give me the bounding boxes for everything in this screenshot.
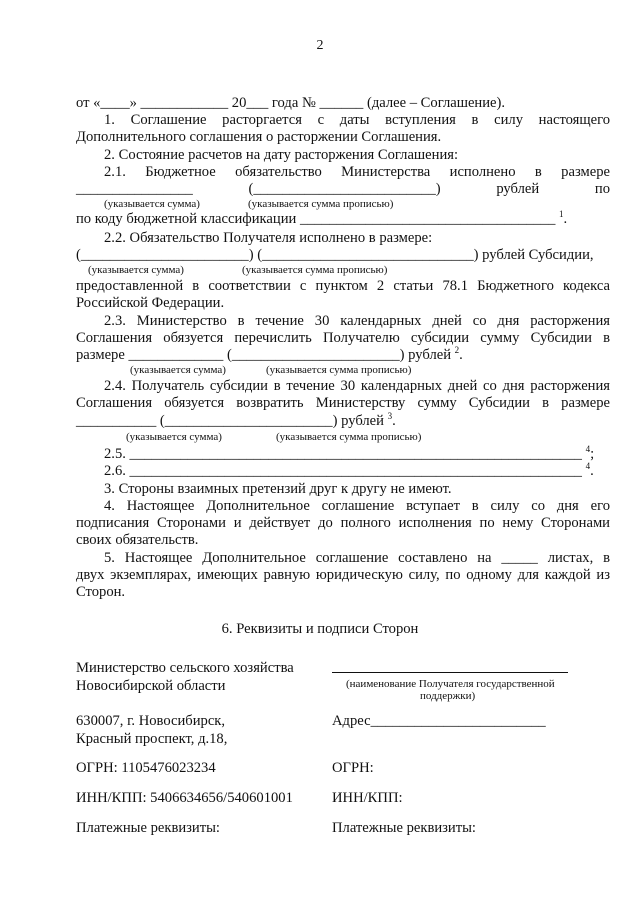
ministry-address-line-2: Красный проспект, д.18, bbox=[76, 731, 228, 747]
footnote-marker: 4 bbox=[585, 444, 591, 454]
text-line: 3. Стороны взаимных претензий друг к другу не имеют. bbox=[104, 481, 452, 497]
field-caption: (указывается сумма прописью) bbox=[242, 264, 388, 276]
ministry-payment-details: Платежные реквизиты: bbox=[76, 820, 220, 836]
text-line: 5. Настоящее Дополнительное соглашение составлено на _____ листах, в bbox=[104, 550, 610, 566]
ministry-name-line-1: Министерство сельского хозяйства bbox=[76, 660, 294, 676]
recipient-name-caption-1: (наименование Получателя государственной bbox=[346, 678, 555, 690]
recipient-ogrn: ОГРН: bbox=[332, 760, 374, 776]
text-line: подписания Сторонами и действует до полного исполнения по нему Сторонами bbox=[76, 515, 610, 531]
ministry-ogrn: ОГРН: 1105476023234 bbox=[76, 760, 216, 776]
text-line: 2.3. Министерство в течение 30 календарных дней со дня расторжения bbox=[104, 313, 610, 329]
text-line: 2.2. Обязательство Получателя исполнено в размере: bbox=[104, 230, 433, 246]
recipient-inn-kpp: ИНН/КПП: bbox=[332, 790, 403, 806]
page-number: 2 bbox=[316, 38, 324, 53]
text-segment: 2.6. ______________________________________________________________ bbox=[104, 463, 582, 479]
text-line: своих обязательств. bbox=[76, 532, 199, 548]
text-line: размере _____________ (_______________________) рублей $^2$. bbox=[76, 345, 463, 363]
text-line: 2. Состояние расчетов на дату расторжения Соглашения: bbox=[104, 147, 459, 163]
recipient-payment-details: Платежные реквизиты: bbox=[332, 820, 476, 836]
text-segment: по коду бюджетной классификации ___________________________________ bbox=[76, 211, 556, 227]
text-line: по коду бюджетной классификации ___________________________________ $^1$. bbox=[76, 209, 568, 227]
text-segment: ___________ (_______________________) рублей bbox=[76, 413, 384, 429]
field-caption: (указывается сумма) bbox=[126, 431, 222, 443]
text-segment: 2.5. ______________________________________________________________ bbox=[104, 446, 582, 462]
text-line: Соглашения обязуется возвратить Министерству сумму Субсидии в размере bbox=[76, 395, 610, 411]
text-line: Соглашения обязуется перечислить Получателю субсидии сумму Субсидии в bbox=[76, 330, 610, 346]
text-line: Сторон. bbox=[76, 584, 126, 600]
field-caption: (указывается сумма) bbox=[104, 198, 200, 210]
ministry-name-line-2: Новосибирской области bbox=[76, 678, 226, 694]
text-segment: размере _____________ (_______________________) рублей bbox=[76, 347, 452, 363]
text-line: (_______________________) (_____________________________) рублей Субсидии, bbox=[76, 247, 594, 263]
text-line: 4. Настоящее Дополнительное соглашение вступает в силу со дня его bbox=[104, 498, 610, 514]
text-line: ________________ (_________________________) рублей по bbox=[76, 181, 610, 197]
ministry-address-line-1: 630007, г. Новосибирск, bbox=[76, 713, 226, 729]
footnote-marker: 3 bbox=[387, 411, 393, 421]
text-line: от «____» ____________ 20___ года № ______ (далее – Соглашение). bbox=[76, 95, 506, 111]
text-line: предоставленной в соответствии с пунктом 2 статьи 78.1 Бюджетного кодекса bbox=[76, 278, 610, 294]
footnote-marker: 4 bbox=[585, 461, 591, 471]
footnote-marker: 1 bbox=[559, 209, 564, 219]
section-title: 6. Реквизиты и подписи Сторон bbox=[221, 621, 419, 637]
recipient-name-blank bbox=[332, 672, 568, 673]
field-caption: (указывается сумма прописью) bbox=[248, 198, 394, 210]
field-caption: (указывается сумма прописью) bbox=[276, 431, 422, 443]
text-line: 2.6. ______________________________________________________________ $^4$. bbox=[104, 461, 594, 479]
text-line: Дополнительного соглашения о расторжении Соглашения. bbox=[76, 129, 442, 145]
field-caption: (указывается сумма) bbox=[88, 264, 184, 276]
footnote-marker: 2 bbox=[454, 345, 460, 355]
recipient-name-caption-2: поддержки) bbox=[420, 690, 476, 702]
field-caption: (указывается сумма прописью) bbox=[266, 364, 412, 376]
text-line: 2.5. ______________________________________________________________ $^4$; bbox=[104, 444, 595, 462]
ministry-inn-kpp: ИНН/КПП: 5406634656/540601001 bbox=[76, 790, 293, 806]
text-line: 1. Соглашение расторгается с даты вступления в силу настоящего bbox=[104, 112, 610, 128]
text-line: ___________ (_______________________) рублей $^3$. bbox=[76, 411, 396, 429]
text-line: 2.1. Бюджетное обязательство Министерства исполнено в размере bbox=[104, 164, 610, 180]
text-line: 2.4. Получатель субсидии в течение 30 календарных дней со дня расторжения bbox=[104, 378, 610, 394]
text-line: двух экземплярах, имеющих равную юридическую силу, по одному для каждой из bbox=[76, 567, 610, 583]
recipient-address: Адрес________________________ bbox=[332, 713, 546, 729]
field-caption: (указывается сумма) bbox=[130, 364, 226, 376]
text-line: Российской Федерации. bbox=[76, 295, 225, 311]
